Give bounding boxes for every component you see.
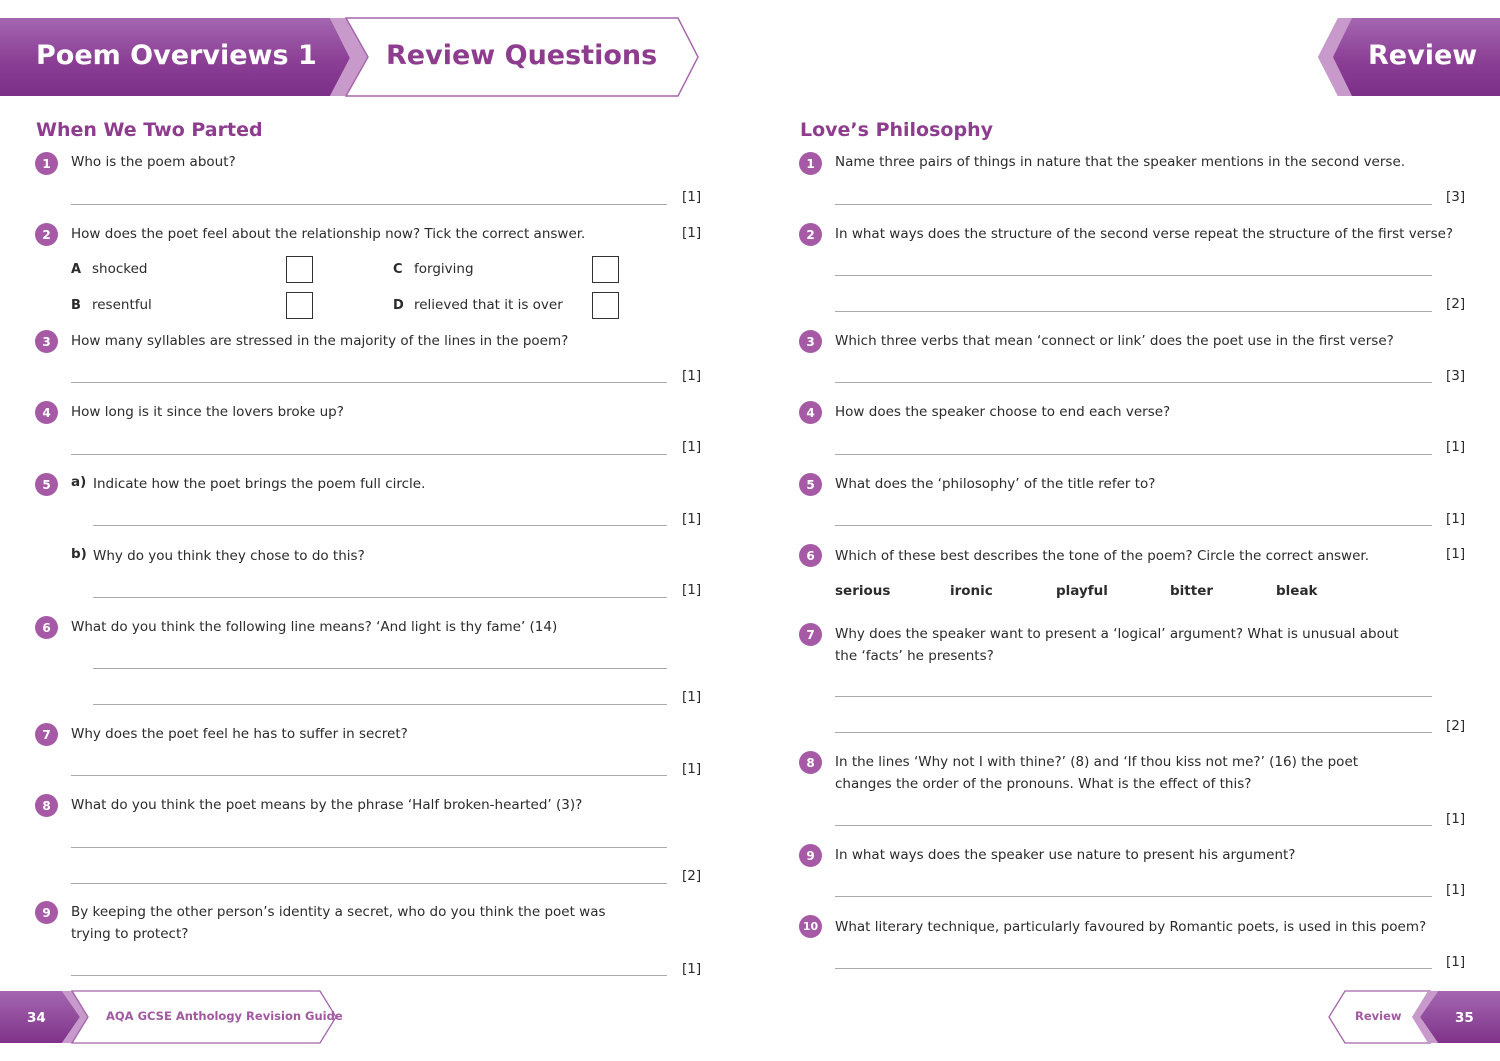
- question-text: In the lines ‘Why not I with thine?’ (8) and ‘If thou kiss not me?’ (16) the poet changes the order of the pronouns. What is the effect of this?: [835, 754, 1359, 792]
- answer-line[interactable]: [835, 311, 1432, 312]
- marks-label: [1]: [1446, 811, 1466, 827]
- marks-label: [1]: [1446, 546, 1466, 562]
- question-number: 4: [35, 401, 58, 424]
- option-text: shocked: [92, 261, 148, 277]
- question-number: 9: [35, 901, 58, 924]
- question-text: In what ways does the structure of the second verse repeat the structure of the first verse?: [835, 226, 1454, 242]
- page-title: Review Questions: [386, 40, 658, 71]
- answer-line[interactable]: [71, 975, 667, 976]
- question-text: How long is it since the lovers broke up?: [71, 404, 344, 420]
- question-text: How does the poet feel about the relationship now? Tick the correct answer.: [71, 226, 586, 242]
- answer-line[interactable]: [93, 668, 667, 669]
- question-number: 2: [799, 223, 822, 246]
- question-text: What do you think the poet means by the phrase ‘Half broken-hearted’ (3)?: [71, 797, 583, 813]
- section-tab-title: Poem Overviews 1: [36, 40, 317, 71]
- tone-option[interactable]: bitter: [1170, 583, 1214, 599]
- question-text: Why does the speaker want to present a ‘logical’ argument? What is unusual about the ‘facts’ he presents?: [835, 626, 1399, 664]
- answer-line[interactable]: [835, 204, 1432, 205]
- answer-line[interactable]: [835, 525, 1432, 526]
- option-letter: A: [71, 262, 82, 277]
- answer-line[interactable]: [93, 704, 667, 705]
- answer-line[interactable]: [93, 525, 667, 526]
- option-letter: D: [393, 298, 404, 313]
- marks-label: [3]: [1446, 189, 1466, 205]
- answer-line[interactable]: [71, 775, 667, 776]
- marks-label: [1]: [682, 761, 702, 777]
- answer-line[interactable]: [93, 597, 667, 598]
- question-text: Name three pairs of things in nature that the speaker mentions in the second verse.: [835, 154, 1406, 170]
- answer-line[interactable]: [835, 825, 1432, 826]
- marks-label: [1]: [1446, 511, 1466, 527]
- subquestion-label: a): [71, 474, 87, 490]
- question-number: 7: [35, 723, 58, 746]
- marks-label: [2]: [682, 868, 702, 884]
- answer-line[interactable]: [835, 696, 1432, 697]
- question-number: 5: [799, 473, 822, 496]
- question-number: 9: [799, 844, 822, 867]
- answer-line[interactable]: [71, 382, 667, 383]
- question-text: What literary technique, particularly favoured by Romantic poets, is used in this poem?: [835, 919, 1427, 935]
- marks-label: [1]: [1446, 954, 1466, 970]
- question-number: 1: [35, 152, 58, 175]
- tick-box[interactable]: [286, 292, 313, 319]
- tone-option[interactable]: serious: [835, 583, 891, 599]
- book-title: AQA GCSE Anthology Revision Guide: [106, 1009, 343, 1023]
- question-number: 6: [35, 616, 58, 639]
- subquestion-label: b): [71, 546, 87, 562]
- right-section-title: Love’s Philosophy: [800, 119, 993, 141]
- answer-line[interactable]: [835, 454, 1432, 455]
- answer-line[interactable]: [71, 454, 667, 455]
- option-text: relieved that it is over: [414, 297, 563, 313]
- answer-line[interactable]: [835, 968, 1432, 969]
- question-text: In what ways does the speaker use nature to present his argument?: [835, 847, 1296, 863]
- question-number: 3: [35, 330, 58, 353]
- marks-label: [3]: [1446, 368, 1466, 384]
- answer-line[interactable]: [71, 883, 667, 884]
- marks-label: [1]: [1446, 439, 1466, 455]
- question-number: 3: [799, 330, 822, 353]
- question-text: How many syllables are stressed in the majority of the lines in the poem?: [71, 333, 569, 349]
- question-number: 4: [799, 401, 822, 424]
- option-text: forgiving: [414, 261, 474, 277]
- marks-label: [1]: [682, 511, 702, 527]
- answer-line[interactable]: [835, 275, 1432, 276]
- answer-line[interactable]: [835, 732, 1432, 733]
- tone-option[interactable]: ironic: [950, 583, 993, 599]
- marks-label: [1]: [682, 689, 702, 705]
- answer-line[interactable]: [71, 847, 667, 848]
- option-text: resentful: [92, 297, 152, 313]
- question-text: Who is the poem about?: [71, 154, 236, 170]
- left-section-title: When We Two Parted: [36, 119, 263, 141]
- question-number: 1: [799, 152, 822, 175]
- question-number: 5: [35, 473, 58, 496]
- question-text: Which of these best describes the tone of the poem? Circle the correct answer.: [835, 548, 1370, 564]
- question-text: How does the speaker choose to end each verse?: [835, 404, 1171, 420]
- right-page-number: 35: [1455, 1010, 1474, 1026]
- marks-label: [1]: [682, 961, 702, 977]
- marks-label: [1]: [682, 368, 702, 384]
- answer-line[interactable]: [835, 896, 1432, 897]
- marks-label: [1]: [1446, 882, 1466, 898]
- answer-line[interactable]: [71, 204, 667, 205]
- question-number: 6: [799, 544, 822, 567]
- review-tab-title: Review: [1368, 40, 1478, 71]
- tone-option[interactable]: playful: [1056, 583, 1108, 599]
- question-number: 8: [35, 794, 58, 817]
- tick-box[interactable]: [286, 256, 313, 283]
- marks-label: [2]: [1446, 718, 1466, 734]
- tick-box[interactable]: [592, 256, 619, 283]
- question-number: 2: [35, 223, 58, 246]
- question-text: Which three verbs that mean ‘connect or link’ does the poet use in the first verse?: [835, 333, 1394, 349]
- question-number: 7: [799, 623, 822, 646]
- option-letter: B: [71, 298, 81, 313]
- marks-label: [2]: [1446, 296, 1466, 312]
- answer-line[interactable]: [835, 382, 1432, 383]
- option-letter: C: [393, 262, 403, 277]
- left-page-number: 34: [27, 1010, 46, 1026]
- footer-section-label: Review: [1355, 1009, 1402, 1023]
- question-text: What do you think the following line means? ‘And light is thy fame’ (14): [71, 619, 558, 635]
- marks-label: [1]: [682, 582, 702, 598]
- question-text: Why do you think they chose to do this?: [93, 548, 365, 564]
- marks-label: [1]: [682, 439, 702, 455]
- question-text: Why does the poet feel he has to suffer in secret?: [71, 726, 408, 742]
- tick-box[interactable]: [592, 292, 619, 319]
- question-text: What does the ‘philosophy’ of the title refer to?: [835, 476, 1156, 492]
- tone-option[interactable]: bleak: [1276, 583, 1318, 599]
- marks-label: [1]: [682, 225, 702, 241]
- question-number: 8: [799, 751, 822, 774]
- marks-label: [1]: [682, 189, 702, 205]
- question-number: 10: [799, 915, 822, 938]
- question-text: By keeping the other person’s identity a secret, who do you think the poet was trying to protect?: [71, 904, 606, 942]
- question-text: Indicate how the poet brings the poem full circle.: [93, 476, 426, 492]
